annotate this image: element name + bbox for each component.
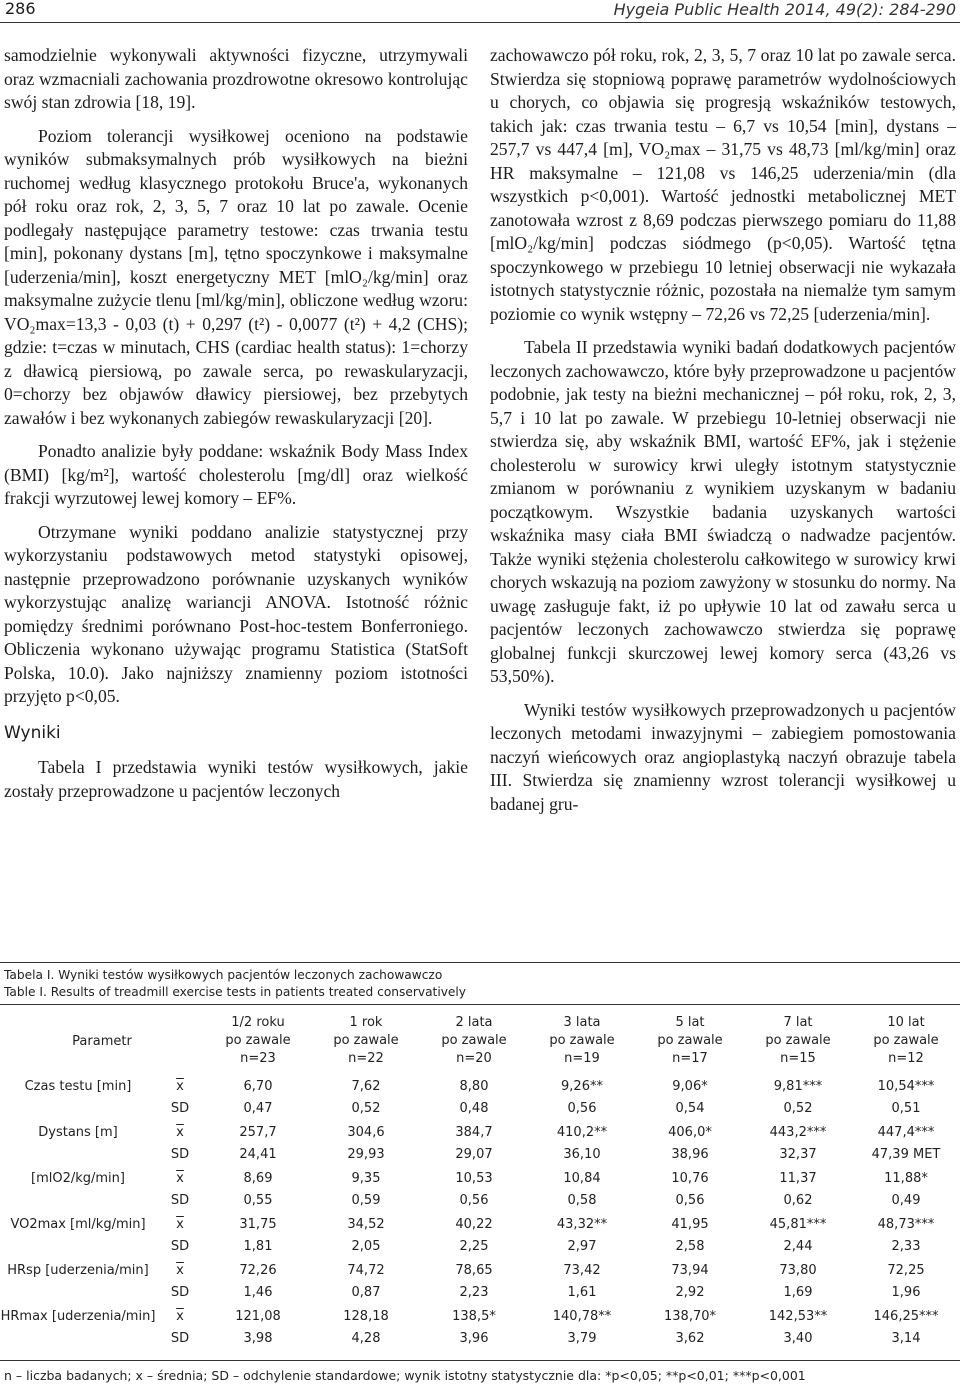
- column-header-n: n=23: [240, 1051, 276, 1066]
- value-cell: [420, 1168, 528, 1212]
- value-cell: [744, 1076, 852, 1120]
- value-cell: [204, 1306, 312, 1350]
- stat-symbols: [156, 1214, 204, 1258]
- value-cell: [204, 1122, 312, 1166]
- sd-value: 0,55: [243, 1193, 273, 1208]
- mean-value: 8,80: [459, 1079, 489, 1094]
- journal-citation: Hygeia Public Health 2014, 49(2): 284-290: [613, 0, 956, 19]
- column-header-sub: po zawale: [873, 1033, 939, 1048]
- paragraph: Otrzymane wyniki poddano analizie statystycznej przy wykorzystaniu podstawowych metod statystyki opisowej, następnie przeprowadzono porównanie uzyskanych wyników wykorzystując analizę wariancji ANOVA. Istotność różnic pomiędzy średnimi porównano Post-hoc-testem Bonferroniego. Obliczenia wykonano używając programu Statistica (StatSoft Polska, 10.0). Jako najniższy znamienny poziom istotności przyjęto p<0,05.: [4, 521, 468, 706]
- paragraph: Wyniki testów wysiłkowych przeprowadzonych u pacjentów leczonych metodami inwazyjnymi – zabiegiem pomostowania naczyń wieńcowych oraz angioplastyką naczyń obrazuje tabela III. Stwierdza się znamienny wzrost tolerancji wysiłkowej u badanej gru-: [490, 699, 956, 814]
- sd-value: 0,51: [891, 1101, 921, 1116]
- table-row: [0, 1306, 960, 1350]
- value-cell: [744, 1214, 852, 1258]
- param-name: VO2max [ml/kg/min]: [10, 1217, 146, 1232]
- mean-value: 410,2**: [556, 1125, 608, 1140]
- sd-value: 1,46: [243, 1285, 273, 1300]
- sd-value: 0,48: [459, 1101, 489, 1116]
- mean-value: 447,4***: [877, 1125, 935, 1140]
- mean-value: 31,75: [239, 1217, 277, 1232]
- mean-value: 7,62: [351, 1079, 381, 1094]
- mean-symbol: $\overline{x}$: [176, 1171, 184, 1186]
- sd-value: 2,33: [891, 1239, 921, 1254]
- mean-value: 406,0*: [668, 1125, 712, 1140]
- sd-symbol: SD: [170, 1101, 190, 1116]
- sd-value: 3,14: [891, 1331, 921, 1346]
- value-cell: [528, 1306, 636, 1350]
- mean-value: 73,94: [671, 1263, 709, 1278]
- mean-value: 72,26: [239, 1263, 277, 1278]
- mean-value: 9,81***: [773, 1079, 823, 1094]
- value-cell: [636, 1214, 744, 1258]
- sd-value: 0,59: [351, 1193, 381, 1208]
- value-cell: [528, 1122, 636, 1166]
- mean-value: 142,53**: [768, 1309, 828, 1324]
- mean-value: 257,7: [239, 1125, 277, 1140]
- table-top-divider: [0, 1004, 960, 1005]
- sd-value: 0,52: [783, 1101, 813, 1116]
- right-column: [490, 44, 956, 816]
- value-cell: [528, 1168, 636, 1212]
- mean-symbol: $\overline{x}$: [176, 1217, 184, 1232]
- value-cell: [312, 1260, 420, 1304]
- sd-value: 32,37: [779, 1147, 817, 1162]
- column-header-time: 1/2 roku: [231, 1015, 285, 1030]
- stat-symbols: [156, 1168, 204, 1212]
- sd-value: 0,87: [351, 1285, 381, 1300]
- sd-symbol: SD: [170, 1285, 190, 1300]
- column-header-sub: po zawale: [549, 1033, 615, 1048]
- stat-symbols: [156, 1076, 204, 1120]
- mean-value: 138,70*: [664, 1309, 716, 1324]
- value-cell: [636, 1306, 744, 1350]
- column-header: [312, 1014, 420, 1068]
- column-header-n: n=19: [564, 1051, 600, 1066]
- mean-symbol: $\overline{x}$: [176, 1263, 184, 1278]
- sd-value: 3,62: [675, 1331, 705, 1346]
- column-header: [528, 1014, 636, 1068]
- results-table: [0, 1014, 960, 1352]
- value-cell: [312, 1076, 420, 1120]
- sd-value: 2,23: [459, 1285, 489, 1300]
- sd-value: 2,05: [351, 1239, 381, 1254]
- mean-value: 9,06*: [672, 1079, 708, 1094]
- value-cell: [852, 1260, 960, 1304]
- table-header-row: [0, 1014, 960, 1068]
- column-header: [852, 1014, 960, 1068]
- sd-value: 0,47: [243, 1101, 273, 1116]
- param-name: HRmax [uderzenia/min]: [0, 1309, 156, 1324]
- value-cell: [204, 1076, 312, 1120]
- column-header-sub: po zawale: [765, 1033, 831, 1048]
- column-header-time: 3 lata: [563, 1015, 601, 1030]
- table-row: [0, 1168, 960, 1212]
- column-header-n: n=17: [672, 1051, 708, 1066]
- value-cell: [744, 1122, 852, 1166]
- column-header-n: n=15: [780, 1051, 816, 1066]
- value-cell: [312, 1122, 420, 1166]
- mean-value: 74,72: [347, 1263, 385, 1278]
- table-row: [0, 1076, 960, 1120]
- value-cell: [420, 1260, 528, 1304]
- table-footnote: n – liczba badanych; x – średnia; SD – odchylenie standardowe; wynik istotny statystycznie dla: *p<0,05; **p<0,01; ***p<0,001: [4, 1368, 806, 1383]
- sd-value: 0,56: [567, 1101, 597, 1116]
- value-cell: [528, 1076, 636, 1120]
- param-name: Czas testu [min]: [24, 1079, 132, 1094]
- table-bottom-divider: [0, 1360, 960, 1361]
- stat-symbols: [156, 1122, 204, 1166]
- caption-divider: [0, 962, 960, 963]
- sd-value: 29,07: [455, 1147, 493, 1162]
- sd-symbol: SD: [170, 1331, 190, 1346]
- mean-value: 9,35: [351, 1171, 381, 1186]
- sd-value: 29,93: [347, 1147, 385, 1162]
- column-header-time: 10 lat: [887, 1015, 925, 1030]
- value-cell: [636, 1076, 744, 1120]
- mean-value: 40,22: [455, 1217, 493, 1232]
- mean-value: 384,7: [455, 1125, 493, 1140]
- param-name: Dystans [m]: [38, 1125, 118, 1140]
- sd-value: 36,10: [563, 1147, 601, 1162]
- paragraph: zachowawczo pół roku, rok, 2, 3, 5, 7 oraz 10 lat po zawale serca. Stwierdza się stopniową poprawę parametrów wydolnościowych u chorych, co objawia się progresją wskaźników testowych, takich jak: czas trwania testu – 6,7 vs 10,54 [min], dystans – 257,7 vs 447,4 [m], VO₂max – 31,75 vs 48,73 [ml/kg/min] oraz HR maksymalne – 121,08 vs 146,25 uderzenia/min (dla wszystkich p<0,001). Wartość jednostki metabolicznej MET zanotowała wzrost z 8,69 podczas pierwszego pomiaru do 11,88 [mlO₂/kg/min] podczas siódmego (p<0,05). Wartość tętna spoczynkowego w przebiegu 10 letniej obserwacji nie wykazała istotnych statystycznie różnic, pozostała na niemalże tym samym poziomie co wynik wstępny – 72,26 vs 72,25 [uderzenia/min].: [490, 45, 956, 324]
- value-cell: [420, 1214, 528, 1258]
- mean-value: 34,52: [347, 1217, 385, 1232]
- value-cell: [420, 1122, 528, 1166]
- page-header: [0, 0, 960, 23]
- sd-value: 2,97: [567, 1239, 597, 1254]
- sd-value: 0,62: [783, 1193, 813, 1208]
- column-header-time: 1 rok: [349, 1015, 383, 1030]
- mean-value: 128,18: [343, 1309, 389, 1324]
- sd-value: 3,40: [783, 1331, 813, 1346]
- paragraph: Tabela II przedstawia wyniki badań dodatkowych pacjentów leczonych zachowawczo, które były przeprowadzone u pacjentów podobnie, jak testy na bieżni mechanicznej – pół roku, rok, 2, 3, 5,7 i 10 lat po zawale. W przebiegu 10-letniej obserwacji nie stwierdza się, aby wskaźnik BMI, wartość EF%, jak i stężenie cholesterolu w surowicy krwi uległy istotnym statystycznie zmianom w porównaniu z wynikiem uzyskanym w badaniu początkowym. Wszystkie badania uzyskanych wartości wskaźnika masy ciała BMI świadczą o nadwadze pacjentów. Także wyniki stężenia cholesterolu całkowitego w surowicy krwi chorych wskazują na poziom zawyżony w stosunku do normy. Na uwagę zasługuje fakt, iż po upływie 10 lat od zawału serca u pacjentów leczonych zachowawczo stwierdza się poprawę globalnej funkcji skurczowej lewej komory serca (43,26 vs 53,50%).: [490, 337, 956, 686]
- value-cell: [744, 1306, 852, 1350]
- column-header-time: 2 lata: [455, 1015, 493, 1030]
- mean-value: 121,08: [235, 1309, 281, 1324]
- paragraph: Poziom tolerancji wysiłkowej oceniono na podstawie wyników submaksymalnych prób wysiłkowych na bieżni ruchomej według klasycznego protokołu Bruce'a, wykonanych pół roku oraz rok, 2, 3, 5, 7 oraz 10 lat po zawale. Ocenie podlegały następujące parametry testowe: czas trwania testu [min], pokonany dystans [m], tętno spoczynkowe i maksymalne [uderzenia/min], koszt energetyczny MET [mlO₂/kg/min] oraz maksymalne zużycie tlenu [ml/kg/min], obliczone według wzoru: VO₂max=13,3 - 0,03 (t) + 0,297 (t²) - 0,0077 (t²) + 4,2 (CHS); gdzie: t=czas w minutach, CHS (cardiac health status): 1=chorzy z dławicą piersiową, po zawale serca, po rewaskularyzacji, 0=chorzy bez objawów dławicy piersiowej, bez przebytych zawałów i bez wykonanych zabiegów rewaskularyzacji [20].: [4, 125, 468, 428]
- column-header-n: n=22: [348, 1051, 384, 1066]
- value-cell: [420, 1306, 528, 1350]
- column-header-sub: po zawale: [441, 1033, 507, 1048]
- table-caption-pl: Tabela I. Wyniki testów wysiłkowych pacjentów leczonych zachowawczo: [4, 968, 443, 982]
- column-header: [636, 1014, 744, 1068]
- value-cell: [852, 1214, 960, 1258]
- column-header-sub: po zawale: [225, 1033, 291, 1048]
- sd-value: 0,56: [675, 1193, 705, 1208]
- column-header-sub: po zawale: [333, 1033, 399, 1048]
- mean-value: 9,26**: [561, 1079, 603, 1094]
- mean-value: 48,73***: [877, 1217, 935, 1232]
- column-header: [744, 1014, 852, 1068]
- sd-value: 1,69: [783, 1285, 813, 1300]
- mean-value: 78,65: [455, 1263, 493, 1278]
- mean-value: 11,37: [779, 1171, 817, 1186]
- value-cell: [744, 1260, 852, 1304]
- value-cell: [204, 1260, 312, 1304]
- mean-symbol: $\overline{x}$: [176, 1125, 184, 1140]
- page-number: 286: [5, 0, 36, 18]
- sd-value: 3,96: [459, 1331, 489, 1346]
- sd-value: 0,52: [351, 1101, 381, 1116]
- column-header-time: 5 lat: [675, 1015, 705, 1030]
- table-row: [0, 1260, 960, 1304]
- sd-symbol: SD: [170, 1147, 190, 1162]
- table-row: [0, 1122, 960, 1166]
- column-header: [420, 1014, 528, 1068]
- value-cell: [312, 1214, 420, 1258]
- value-cell: [204, 1214, 312, 1258]
- column-header-n: n=12: [888, 1051, 924, 1066]
- sd-value: 24,41: [239, 1147, 277, 1162]
- value-cell: [636, 1122, 744, 1166]
- value-cell: [312, 1168, 420, 1212]
- mean-value: 10,84: [563, 1171, 601, 1186]
- sd-value: 0,58: [567, 1193, 597, 1208]
- mean-value: 10,76: [671, 1171, 709, 1186]
- mean-value: 138,5*: [452, 1309, 496, 1324]
- value-cell: [636, 1260, 744, 1304]
- sd-value: 0,54: [675, 1101, 705, 1116]
- mean-value: 140,78**: [552, 1309, 612, 1324]
- sd-value: 1,96: [891, 1285, 921, 1300]
- sd-value: 38,96: [671, 1147, 709, 1162]
- sd-value: 1,81: [243, 1239, 273, 1254]
- mean-symbol: $\overline{x}$: [176, 1079, 184, 1094]
- section-heading: Wyniki: [4, 722, 61, 743]
- sd-value: 2,58: [675, 1239, 705, 1254]
- mean-value: 6,70: [243, 1079, 273, 1094]
- stat-symbols: [156, 1306, 204, 1350]
- table-row: [0, 1214, 960, 1258]
- sd-symbol: SD: [170, 1239, 190, 1254]
- sd-value: 0,56: [459, 1193, 489, 1208]
- value-cell: [312, 1306, 420, 1350]
- value-cell: [852, 1306, 960, 1350]
- mean-value: 73,80: [779, 1263, 817, 1278]
- mean-value: 10,53: [455, 1171, 493, 1186]
- sd-symbol: SD: [170, 1193, 190, 1208]
- column-header: [204, 1014, 312, 1068]
- mean-value: 443,2***: [769, 1125, 827, 1140]
- mean-value: 43,32**: [556, 1217, 608, 1232]
- value-cell: [852, 1076, 960, 1120]
- value-cell: [528, 1214, 636, 1258]
- column-header-sub: po zawale: [657, 1033, 723, 1048]
- mean-value: 41,95: [671, 1217, 709, 1232]
- mean-value: 73,42: [563, 1263, 601, 1278]
- param-name: HRsp [uderzenia/min]: [7, 1263, 149, 1278]
- value-cell: [744, 1168, 852, 1212]
- value-cell: [852, 1168, 960, 1212]
- column-header-n: n=20: [456, 1051, 492, 1066]
- mean-value: 11,88*: [884, 1171, 928, 1186]
- column-header-time: 7 lat: [783, 1015, 813, 1030]
- param-header: Parametr: [72, 1034, 132, 1049]
- sd-value: 1,61: [567, 1285, 597, 1300]
- sd-value: 2,92: [675, 1285, 705, 1300]
- mean-value: 8,69: [243, 1171, 273, 1186]
- left-column: [4, 44, 468, 803]
- sd-value: 3,98: [243, 1331, 273, 1346]
- sd-value: 2,44: [783, 1239, 813, 1254]
- table-caption-en: Table I. Results of treadmill exercise tests in patients treated conservatively: [4, 985, 467, 999]
- mean-symbol: $\overline{x}$: [176, 1309, 184, 1324]
- mean-value: 304,6: [347, 1125, 385, 1140]
- value-cell: [204, 1168, 312, 1212]
- sd-value: 3,79: [567, 1331, 597, 1346]
- value-cell: [528, 1260, 636, 1304]
- stat-symbols: [156, 1260, 204, 1304]
- paragraph: samodzielnie wykonywali aktywności fizyczne, utrzymywali oraz wzmacniali zachowania prozdrowotne okresowo kontrolując swój stan zdrowia [18, 19].: [4, 45, 468, 112]
- sd-value: 4,28: [351, 1331, 381, 1346]
- sd-value: 0,49: [891, 1193, 921, 1208]
- value-cell: [636, 1168, 744, 1212]
- sd-value: 2,25: [459, 1239, 489, 1254]
- mean-value: 45,81***: [769, 1217, 827, 1232]
- paragraph: Ponadto analizie były poddane: wskaźnik Body Mass Index (BMI) [kg/m²], wartość cholesterolu [mg/dl] oraz wielkość frakcji wyrzutowej lewej komory – EF%.: [4, 441, 468, 508]
- mean-value: 10,54***: [877, 1079, 935, 1094]
- value-cell: [420, 1076, 528, 1120]
- paragraph: Tabela I przedstawia wyniki testów wysiłkowych, jakie zostały przeprowadzone u pacjentów leczonych: [4, 757, 468, 801]
- sd-value: 47,39 MET: [871, 1147, 941, 1162]
- value-cell: [852, 1122, 960, 1166]
- mean-value: 72,25: [887, 1263, 925, 1278]
- mean-value: 146,25***: [873, 1309, 939, 1324]
- param-name: [mlO2/kg/min]: [31, 1171, 125, 1186]
